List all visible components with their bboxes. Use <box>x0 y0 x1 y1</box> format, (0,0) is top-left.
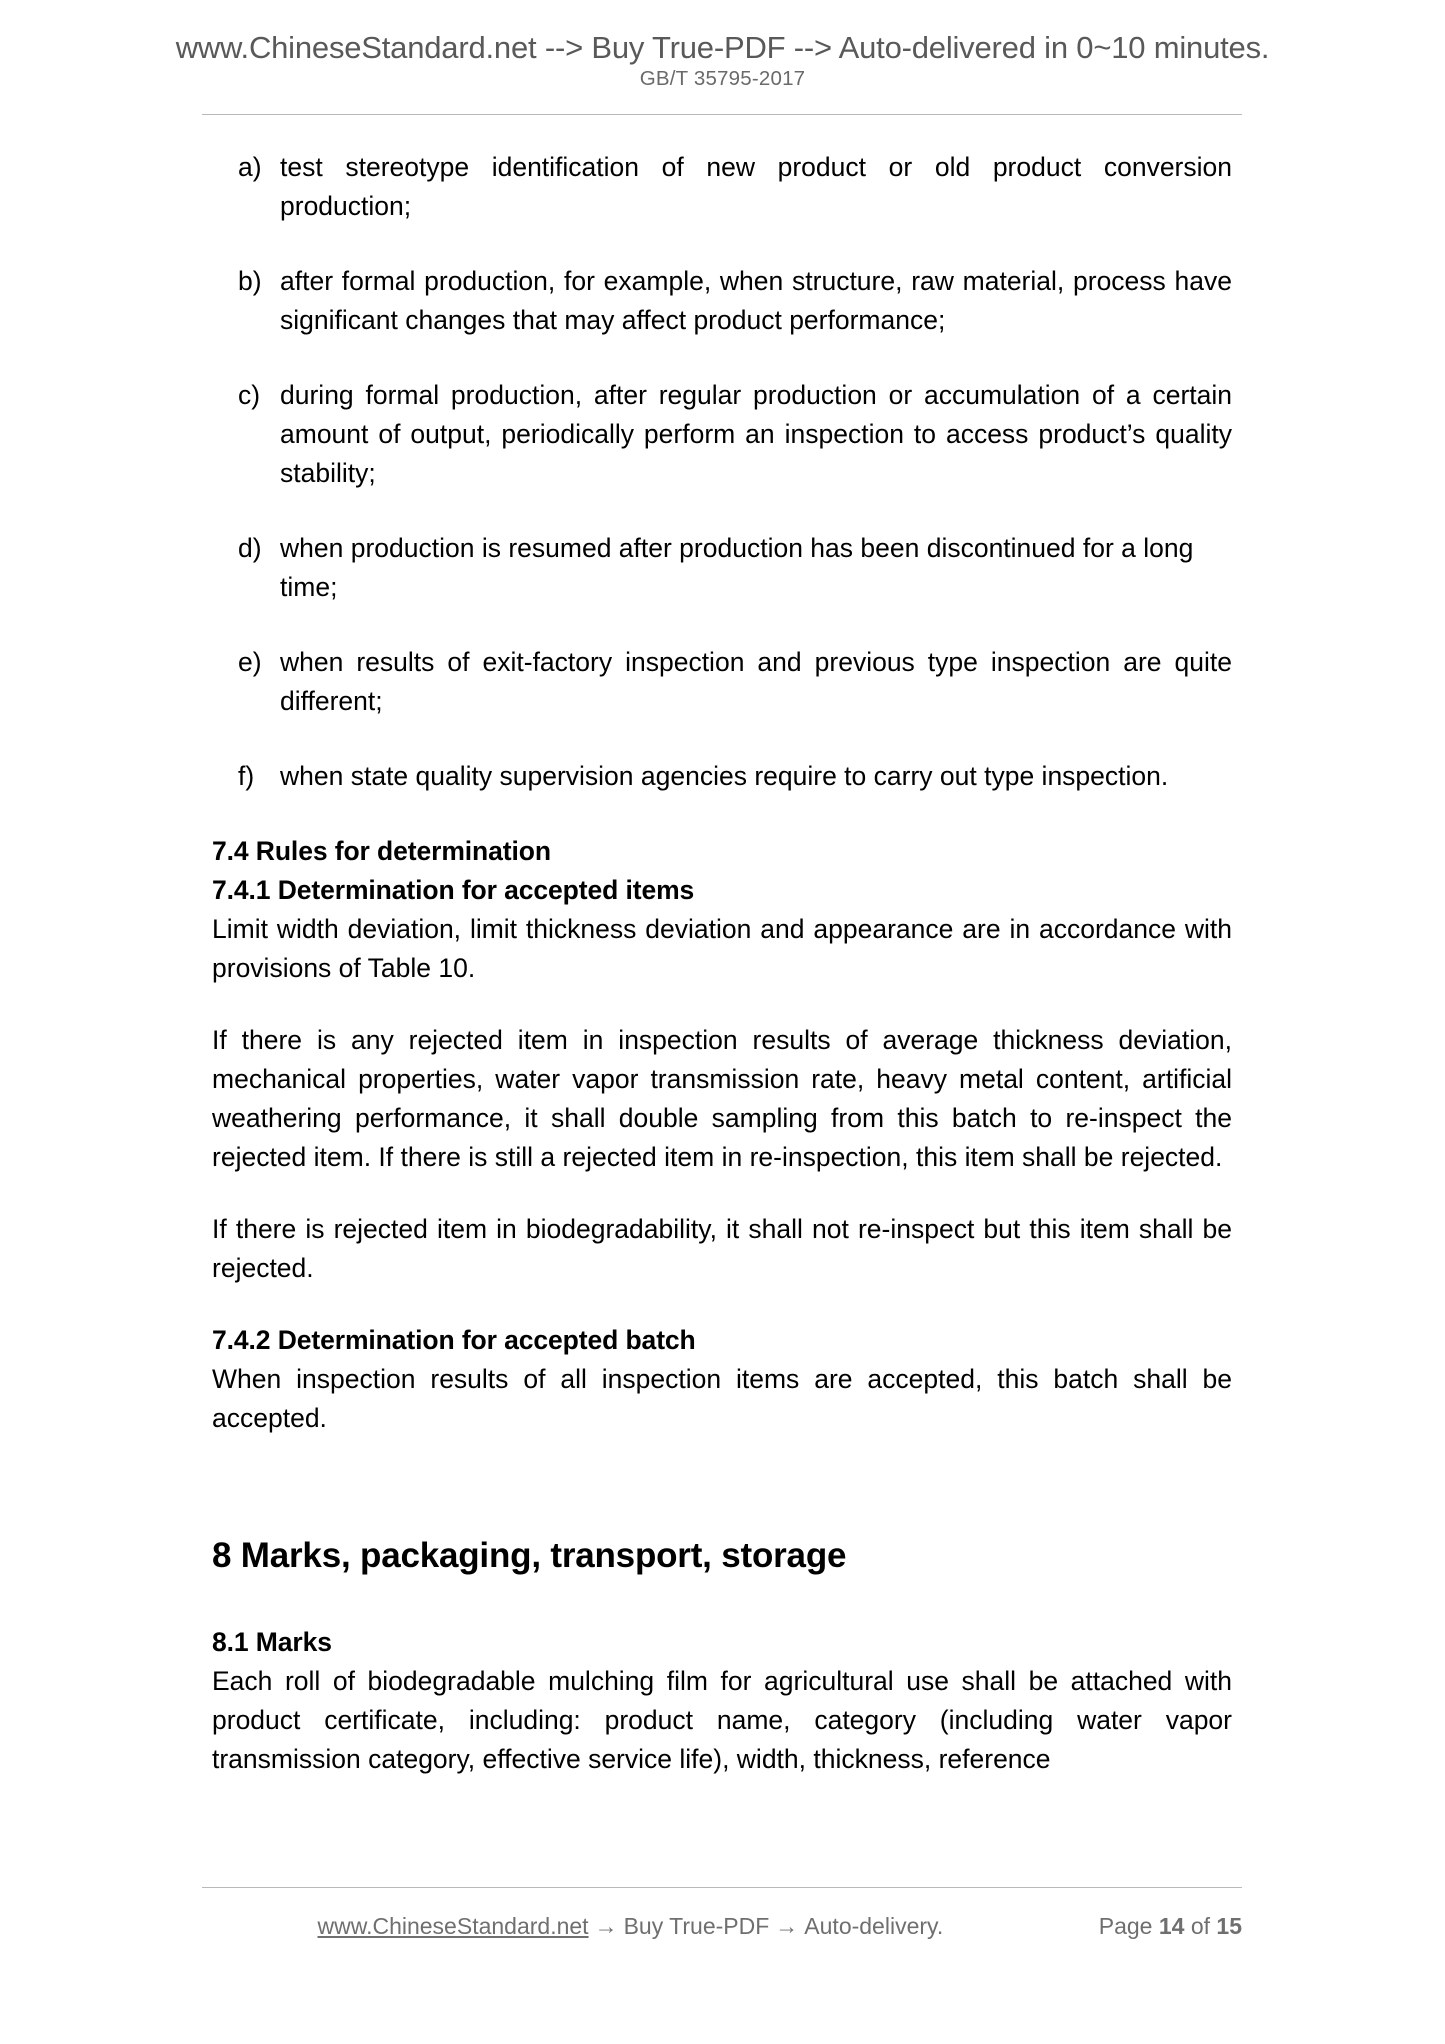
list-item-marker: a) <box>238 152 262 182</box>
page-label: Page <box>1098 1912 1153 1939</box>
heading-7-4-1: 7.4.1 Determination for accepted items <box>212 875 695 905</box>
list-item-marker: e) <box>238 647 262 677</box>
paragraph-8-1-a: Each roll of biodegradable mulching film for agricultural use shall be attached with product certificate, including: product name, category (including water vapor transmission category, effective service life), width, thickness, reference <box>212 1666 1232 1774</box>
section-spacer <box>212 1471 1232 1533</box>
footer-promo <box>202 1913 1099 1940</box>
heading-7-4-2: 7.4.2 Determination for accepted batch <box>212 1325 696 1355</box>
list-item <box>212 757 1232 796</box>
list-item <box>212 643 1232 721</box>
footer-buy-text: Buy True-PDF <box>623 1912 770 1939</box>
header-divider <box>202 114 1242 115</box>
list-item-text: when state quality supervision agencies require to carry out type inspection. <box>280 761 1169 791</box>
list-item-marker: c) <box>238 380 261 410</box>
list-item-marker: b) <box>238 266 262 296</box>
list-item-marker: d) <box>238 533 262 563</box>
heading-8-1: 8.1 Marks <box>212 1627 332 1657</box>
page-of-label: of <box>1190 1912 1211 1939</box>
page-current: 14 <box>1158 1912 1185 1939</box>
list-item-text: when production is resumed after production has been discontinued for a long time; <box>280 533 1194 602</box>
page-content <box>212 148 1232 1812</box>
footer-site-link[interactable]: www.ChineseStandard.net <box>317 1912 589 1939</box>
list-item <box>212 529 1232 607</box>
list-item-text: after formal production, for example, when structure, raw material, process have significant changes that may affect product performance; <box>280 266 1232 335</box>
heading-spacer <box>212 1579 1232 1623</box>
paragraph-7-4-1-c: If there is rejected item in biodegradability, it shall not re-inspect but this item shall be rejected. <box>212 1214 1232 1283</box>
arrow-right-icon: → <box>594 1912 618 1939</box>
page-number-block <box>1099 1913 1242 1940</box>
list-item-text: when results of exit-factory inspection and previous type inspection are quite different; <box>280 647 1232 716</box>
paragraph-7-4-1-a: Limit width deviation, limit thickness deviation and appearance are in accordance with provisions of Table 10. <box>212 914 1232 983</box>
list-item <box>212 376 1232 493</box>
page-header <box>0 0 1445 118</box>
list-item-text: test stereotype identification of new product or old product conversion production; <box>280 152 1232 221</box>
promo-banner-text: www.ChineseStandard.net --> Buy True-PDF --> Auto-delivered in 0~10 minutes. <box>175 30 1270 65</box>
list-item-marker: f) <box>238 761 255 791</box>
paragraph-7-4-2-a: When inspection results of all inspection items are accepted, this batch shall be accepted. <box>212 1364 1232 1433</box>
arrow-right-icon: → <box>775 1912 799 1939</box>
footer-delivery-text: Auto-delivery. <box>804 1912 944 1939</box>
paragraph-7-4-1-b: If there is any rejected item in inspection results of average thickness deviation, mechanical properties, water vapor transmission rate, heavy metal content, artificial weathering performance, it shall double sampling from this batch to re-inspect the rejected item. If there is still a rejected item in re-inspection, this item shall be rejected. <box>212 1025 1232 1172</box>
heading-8: 8 Marks, packaging, transport, storage <box>212 1536 847 1575</box>
list-item <box>212 262 1232 340</box>
standard-code-text: GB/T 35795-2017 <box>639 67 806 90</box>
list-item-text: during formal production, after regular production or accumulation of a certain amount of output, periodically perform an inspection to access product’s quality stability; <box>280 380 1232 488</box>
heading-7-4: 7.4 Rules for determination <box>212 836 551 866</box>
page-total: 15 <box>1216 1912 1242 1939</box>
page-footer <box>202 1906 1242 1946</box>
footer-divider <box>202 1887 1242 1888</box>
list-item <box>212 148 1232 226</box>
